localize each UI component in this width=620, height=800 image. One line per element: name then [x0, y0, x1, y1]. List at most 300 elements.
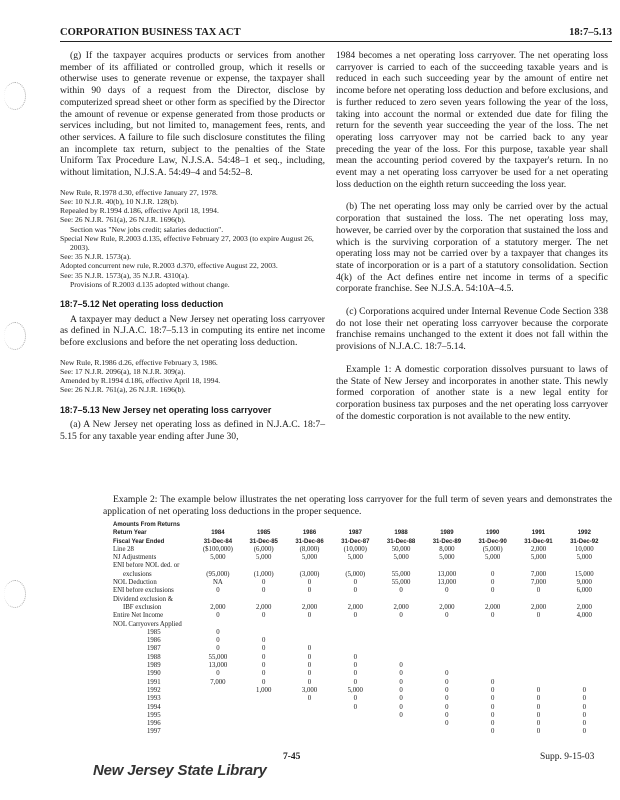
- table-cell: [241, 621, 287, 629]
- history-note-5-11: [60, 188, 325, 289]
- header-title: CORPORATION BUSINESS TAX ACT: [60, 27, 241, 38]
- row-label: IBF exclusion: [123, 603, 162, 611]
- table-cell: 0: [353, 579, 357, 587]
- table-cell: [424, 662, 470, 670]
- table-cell: 5,000: [256, 554, 272, 562]
- table-cell: 13,000: [208, 662, 228, 670]
- table-row: [113, 546, 608, 554]
- table-cell: [287, 712, 333, 720]
- table-cell: [561, 662, 607, 670]
- table-cell: 0: [490, 695, 495, 703]
- table-cell: [378, 637, 424, 645]
- table-cell: [287, 562, 333, 570]
- table-cell: 7,000: [530, 579, 547, 587]
- table-row: [113, 687, 608, 695]
- table-row: [113, 654, 608, 662]
- table-cell: 13,000: [437, 570, 457, 578]
- row-label: NOL Carryovers Applied: [113, 620, 182, 628]
- table-cell: (3,000): [299, 570, 320, 578]
- table-cell: 0: [307, 695, 312, 703]
- table-cell: 0: [490, 711, 495, 719]
- table-cell: [332, 637, 378, 645]
- table-cell: [424, 637, 470, 645]
- table-cell: [470, 562, 516, 570]
- table-cell: 5,000: [347, 686, 363, 694]
- table-cell: [287, 596, 333, 604]
- table-cell: [241, 704, 287, 712]
- table-cell: 0: [307, 587, 312, 595]
- table-cell: 1985: [257, 530, 271, 537]
- table-cell: 2,000: [439, 603, 455, 611]
- table-cell: 5,000: [439, 554, 455, 562]
- table-cell: 5,000: [301, 554, 318, 562]
- table-row: [113, 662, 608, 670]
- supplement-date: Supp. 9-15-03: [540, 752, 595, 762]
- table-cell: [516, 637, 562, 645]
- table-cell: 31-Dec-84: [203, 538, 233, 545]
- right-column: [336, 50, 608, 422]
- row-label: 1994: [147, 703, 161, 711]
- table-cell: 0: [216, 637, 220, 645]
- table-cell: 7,000: [210, 678, 226, 686]
- table-cell: [195, 695, 241, 703]
- table-cell: 0: [307, 645, 312, 653]
- table-cell: [287, 704, 333, 712]
- row-label: 1988: [147, 653, 161, 661]
- table-cell: 1990: [486, 530, 500, 537]
- table-row: [113, 704, 608, 712]
- table-cell: [378, 562, 424, 570]
- table-cell: 0: [536, 612, 541, 620]
- table-cell: 6,000: [576, 587, 592, 595]
- table-cell: 0: [536, 695, 541, 703]
- table-cell: [195, 687, 241, 695]
- table-cell: [287, 728, 333, 736]
- table-row: [113, 629, 608, 637]
- table-cell: 4,000: [576, 612, 592, 620]
- table-cell: 0: [261, 579, 266, 587]
- table-cell: 0: [490, 579, 495, 587]
- table-cell: [424, 654, 470, 662]
- table-cell: [195, 704, 241, 712]
- table-cell: [195, 728, 241, 736]
- table-cell: [332, 712, 378, 720]
- table-cell: 0: [445, 678, 449, 686]
- table-cell: [424, 629, 470, 637]
- table-cell: (5,000): [482, 545, 503, 553]
- table-cell: 2,000: [256, 603, 272, 611]
- table-cell: 0: [399, 587, 403, 595]
- table-cell: 5,000: [210, 554, 226, 562]
- row-label: 1992: [147, 686, 161, 694]
- binder-hole-mark: [4, 82, 26, 110]
- row-label: ENI before exclusions: [113, 587, 174, 595]
- table-cell: [378, 629, 424, 637]
- table-cell: [516, 654, 562, 662]
- table-cell: 31-Dec-91: [524, 538, 553, 545]
- table-cell: 1984: [211, 530, 225, 537]
- history-line: Section was "New jobs credit; salaries deduction".: [70, 224, 224, 234]
- table-cell: [241, 629, 287, 637]
- table-cell: 2,000: [393, 603, 409, 611]
- table-cell: 50,000: [391, 545, 411, 553]
- table-row: [113, 621, 608, 629]
- table-cell: 31-Dec-87: [341, 538, 370, 545]
- table-row: [113, 587, 608, 595]
- table-cell: 5,000: [393, 554, 409, 562]
- table-cell: 0: [216, 628, 220, 636]
- table-cell: [516, 662, 562, 670]
- table-cell: 15,000: [574, 570, 594, 578]
- table-cell: [378, 720, 424, 728]
- table-cell: NA: [212, 579, 223, 587]
- table-cell: 0: [536, 720, 541, 728]
- history-line: See: 26 N.J.R. 761(a), 26 N.J.R. 1696(b).: [60, 215, 186, 225]
- table-cell: [561, 621, 607, 629]
- table-cell: 2,000: [301, 603, 318, 611]
- table-cell: 0: [261, 612, 266, 620]
- table-row: [113, 670, 608, 678]
- nol-carryover-table: [113, 521, 608, 737]
- table-cell: 0: [353, 587, 357, 595]
- table-cell: 0: [353, 612, 357, 620]
- example-2: Example 2: The example below illustrates the net operating loss carryover for the full term of seven years and demonstrates the application of net operating loss deductions in the proper sequence.: [103, 494, 612, 517]
- table-cell: 0: [490, 728, 495, 736]
- table-cell: [332, 728, 378, 736]
- table-cell: 0: [445, 720, 449, 728]
- table-cell: 9,000: [576, 579, 592, 587]
- table-cell: [378, 596, 424, 604]
- row-label: Entire Net Income: [113, 612, 164, 620]
- table-cell: [241, 562, 287, 570]
- table-cell: 1986: [302, 530, 317, 537]
- table-cell: 31-Dec-92: [570, 538, 599, 545]
- table-cell: 0: [536, 728, 541, 736]
- table-row: [113, 612, 608, 620]
- table-cell: [470, 654, 516, 662]
- table-cell: 0: [353, 678, 357, 686]
- paragraph-c: (c) Corporations acquired under Internal Revenue Code Section 338 do not lose their net operating loss carryover because the corporate franchise remains unchanged to the extent it does not fall within the provisions of N.J.A.C. 18:7–5.14.: [336, 306, 608, 353]
- table-cell: [287, 629, 333, 637]
- table-cell: 0: [445, 587, 449, 595]
- table-cell: [470, 662, 516, 670]
- row-label: 1996: [147, 720, 161, 728]
- table-cell: 0: [490, 587, 495, 595]
- history-line: New Rule, R.1978 d.30, effective January 27, 1978.: [60, 187, 218, 197]
- table-cell: 0: [216, 587, 220, 595]
- row-label: 1997: [147, 728, 161, 736]
- history-line: Adopted concurrent new rule, R.2003 d.370, effective August 22, 2003.: [60, 261, 278, 271]
- table-cell: [470, 621, 516, 629]
- table-row: [113, 579, 608, 587]
- table-cell: [470, 645, 516, 653]
- row-label: 1985: [147, 628, 161, 636]
- header-rule: [60, 41, 612, 42]
- table-header-row: [113, 529, 608, 537]
- table-cell: 0: [261, 662, 266, 670]
- table-cell: [424, 621, 470, 629]
- history-line: Special New Rule, R.2003 d.135, effective February 27, 2003 (to expire August 26, 2003).: [60, 233, 314, 252]
- table-cell: 5,000: [530, 554, 547, 562]
- table-cell: 3,000: [301, 686, 318, 694]
- row-label: NJ Adjustments: [113, 554, 157, 562]
- history-line: See: 26 N.J.R. 761(a), 26 N.J.R. 1696(b).: [60, 385, 186, 395]
- row-label: exclusions: [123, 570, 152, 578]
- history-line: Repealed by R.1994 d.186, effective April 18, 1994.: [60, 206, 219, 216]
- table-cell: 55,000: [208, 653, 228, 661]
- table-cell: 31-Dec-89: [432, 538, 462, 545]
- table-cell: [516, 596, 562, 604]
- table-cell: [516, 679, 562, 687]
- table-cell: 0: [399, 612, 403, 620]
- table-cell: [241, 728, 287, 736]
- table-cell: 0: [536, 703, 541, 711]
- table-cell: 0: [582, 686, 586, 694]
- table-cell: [241, 596, 287, 604]
- table-cell: [561, 562, 607, 570]
- table-cell: [516, 645, 562, 653]
- table-cell: [378, 645, 424, 653]
- table-cell: [332, 720, 378, 728]
- table-cell: 0: [261, 637, 266, 645]
- table-cell: [378, 654, 424, 662]
- table-cell: 5,000: [576, 554, 592, 562]
- table-cell: [516, 621, 562, 629]
- table-cell: [332, 562, 378, 570]
- table-cell: 0: [445, 711, 449, 719]
- table-cell: 2,000: [485, 603, 501, 611]
- table-cell: 0: [445, 703, 449, 711]
- row-label: Fiscal Year Ended: [113, 538, 165, 545]
- table-cell: [561, 654, 607, 662]
- table-cell: 0: [490, 703, 495, 711]
- table-cell: 55,000: [391, 570, 411, 578]
- table-cell: 2,000: [347, 603, 363, 611]
- table-cell: [241, 695, 287, 703]
- history-line: See: 35 N.J.R. 1573(a), 35 N.J.R. 4310(a).: [60, 270, 190, 280]
- page-number: 7-45: [283, 752, 301, 762]
- table-cell: 13,000: [437, 579, 457, 587]
- table-cell: 0: [307, 579, 312, 587]
- table-cell: 1988: [394, 530, 408, 537]
- table-cell: 2,000: [576, 603, 592, 611]
- left-column: [60, 50, 325, 443]
- table-header-row: [113, 538, 608, 546]
- table-cell: [424, 562, 470, 570]
- table-cell: [470, 670, 516, 678]
- table-cell: [241, 712, 287, 720]
- row-label: 1991: [147, 678, 161, 686]
- table-cell: 0: [445, 695, 449, 703]
- table-cell: 0: [307, 662, 312, 670]
- history-line: New Rule, R.1986 d.26, effective February 3, 1986.: [60, 357, 218, 367]
- row-label: 1995: [147, 711, 161, 719]
- history-line: Provisions of R.2003 d.135 adopted without change.: [70, 279, 230, 289]
- header-section: 18:7–5.13: [569, 27, 612, 38]
- table-cell: [561, 670, 607, 678]
- table-cell: 0: [307, 670, 312, 678]
- table-cell: 8,000: [439, 545, 455, 553]
- library-stamp: New Jersey State Library: [93, 762, 267, 779]
- table-cell: 5,000: [347, 554, 363, 562]
- table-row: [113, 679, 608, 687]
- table-cell: 2,000: [530, 545, 547, 553]
- table-cell: 0: [216, 612, 220, 620]
- table-cell: 0: [536, 686, 541, 694]
- table-cell: (10,000): [343, 545, 367, 553]
- table-cell: [561, 679, 607, 687]
- table-cell: 1992: [577, 530, 591, 537]
- table-cell: 0: [399, 695, 403, 703]
- table-cell: [195, 596, 241, 604]
- row-label: Dividend exclusion &: [113, 595, 174, 603]
- table-row: [113, 554, 608, 562]
- table-cell: [287, 720, 333, 728]
- table-cell: [378, 621, 424, 629]
- table-cell: 31-Dec-90: [478, 538, 507, 545]
- table-cell: [470, 596, 516, 604]
- paragraph-5-12: A taxpayer may deduct a New Jersey net operating loss carryover as defined in N.J.A.C. 18:7–5.13 in computing its entire net income before exclusions and before the net operating loss deduction.: [60, 313, 325, 349]
- history-note-5-12: [60, 358, 325, 395]
- table-cell: 0: [490, 612, 495, 620]
- table-cell: 0: [261, 653, 266, 661]
- table-cell: 0: [353, 653, 357, 661]
- table-cell: 0: [399, 662, 403, 670]
- table-cell: (95,000): [206, 570, 230, 578]
- table-cell: 0: [353, 695, 357, 703]
- table-row: [113, 712, 608, 720]
- table-cell: 0: [261, 678, 266, 686]
- table-cell: 7,000: [530, 570, 547, 578]
- table-row: [113, 695, 608, 703]
- table-cell: [287, 637, 333, 645]
- table-cell: [516, 670, 562, 678]
- table-cell: 0: [445, 670, 449, 678]
- table-cell: 0: [582, 711, 586, 719]
- table-cell: (8,000): [299, 545, 320, 553]
- table-cell: [332, 596, 378, 604]
- table-cell: [241, 720, 287, 728]
- table-row: [113, 604, 608, 612]
- table-cell: 0: [307, 678, 312, 686]
- table-row: [113, 571, 608, 579]
- table-title-text: Amounts From Returns: [113, 522, 181, 528]
- table-cell: ($100,000): [202, 545, 233, 553]
- table-cell: (6,000): [253, 545, 274, 553]
- table-cell: 0: [490, 570, 495, 578]
- table-cell: 0: [307, 612, 312, 620]
- table-cell: 10,000: [574, 545, 594, 553]
- table-cell: [424, 728, 470, 736]
- table-cell: 0: [216, 670, 220, 678]
- table-cell: 31-Dec-88: [386, 538, 416, 545]
- paragraph-g: (g) If the taxpayer acquires products or services from another member of its affiliated or controlled group, which it resells or otherwise uses to generate revenue or expense, the taxpayer shall within 90 days of a request from the Director, disclose by computerized spread sheet or other form as specified by the Director the amount of revenue or expense generated from those products or services including, but not limited to, management fees, rents, and other services. A failure to file such disclosure constitutes the filing an incomplete tax return, subject to the penalties of the State Uniform Tax Procedure Law, N.J.S.A. 54:48–1 et seq., including, without limitation, N.J.S.A. 54:49–4 and 54:52–8.: [60, 50, 325, 179]
- table-cell: 0: [445, 686, 449, 694]
- table-cell: [424, 596, 470, 604]
- row-label: 1993: [147, 695, 161, 703]
- table-cell: 0: [399, 670, 403, 678]
- table-cell: 0: [399, 678, 403, 686]
- table-cell: 1991: [531, 530, 546, 537]
- table-row: [113, 637, 608, 645]
- table-cell: 0: [261, 670, 266, 678]
- row-label: 1989: [147, 662, 161, 670]
- section-heading-5-13: 18:7–5.13 New Jersey net operating loss carryover: [60, 404, 272, 415]
- table-cell: 0: [582, 703, 586, 711]
- table-cell: 0: [353, 662, 357, 670]
- table-cell: 2,000: [530, 603, 547, 611]
- table-cell: [424, 645, 470, 653]
- example-1: Example 1: A domestic corporation dissolves pursuant to laws of the State of New Jersey and incorporates in another state. This newly formed corporation of another state is a new legal entity for corporation business tax purposes and the net operating loss carryover of the domestic corporation is not available to the new entity.: [336, 363, 608, 422]
- row-label: Return Year: [113, 530, 147, 537]
- table-cell: 31-Dec-85: [249, 538, 278, 545]
- table-cell: 0: [399, 703, 403, 711]
- table-row: [113, 562, 608, 570]
- paragraph-5-13-a: (a) A New Jersey net operating loss as defined in N.J.A.C. 18:7–5.15 for any taxable year ending after June 30,: [60, 419, 325, 442]
- table-cell: [470, 629, 516, 637]
- table-cell: [561, 637, 607, 645]
- table-cell: 0: [353, 703, 357, 711]
- paragraph-b: (b) The net operating loss may only be carried over by the actual corporation that sustained the loss. The net operating loss may, however, be carried over by the corporation that sustained the loss and which is the surviving corporation of a statutory merger. The net operating loss may not be carried over by a taxpayer that changes its state of incorporation or is a part of a statutory consolidation. Section 4(k) of the Act defines entire net income in terms of a specific corporate franchise. See N.J.S.A. 54:10A–4.5.: [336, 201, 608, 295]
- table-cell: 0: [490, 678, 495, 686]
- row-label: ENI before NOL ded. or: [113, 562, 180, 570]
- history-line: See: 17 N.J.R. 2096(a), 18 N.J.R. 309(a).: [60, 366, 186, 376]
- binder-hole-mark: [4, 580, 26, 608]
- table-cell: 1,000: [256, 686, 272, 694]
- table-cell: [195, 621, 241, 629]
- table-cell: 0: [261, 645, 266, 653]
- row-label: NOL Deduction: [113, 579, 157, 587]
- table-cell: [516, 629, 562, 637]
- table-cell: 0: [261, 587, 266, 595]
- binder-hole-mark: [4, 322, 26, 350]
- table-cell: 0: [490, 720, 495, 728]
- table-cell: [195, 562, 241, 570]
- table-cell: 0: [307, 653, 312, 661]
- table-cell: [195, 712, 241, 720]
- table-cell: [470, 637, 516, 645]
- table-cell: 0: [582, 720, 586, 728]
- history-line: See: 35 N.J.R. 1573(a).: [60, 252, 132, 262]
- table-row: [113, 645, 608, 653]
- table-cell: (5,000): [345, 570, 366, 578]
- table-title: [113, 521, 608, 529]
- table-cell: 0: [353, 670, 357, 678]
- history-line: Amended by R.1994 d.186, effective April 18, 1994.: [60, 376, 221, 386]
- table-cell: 0: [216, 645, 220, 653]
- table-row: [113, 720, 608, 728]
- table-cell: 1987: [348, 530, 362, 537]
- row-label: Line 28: [113, 545, 134, 553]
- table-cell: [516, 562, 562, 570]
- table-cell: 0: [536, 711, 541, 719]
- table-cell: [332, 621, 378, 629]
- table-cell: 0: [490, 686, 495, 694]
- table-cell: [561, 645, 607, 653]
- table-cell: [287, 621, 333, 629]
- table-cell: 0: [399, 686, 403, 694]
- table-cell: [561, 596, 607, 604]
- table-cell: 5,000: [485, 554, 501, 562]
- row-label: 1987: [147, 645, 161, 653]
- table-cell: 1989: [440, 530, 454, 537]
- table-cell: 2,000: [210, 603, 226, 611]
- table-cell: 0: [582, 728, 586, 736]
- table-cell: [332, 645, 378, 653]
- history-line: See: 10 N.J.R. 40(b), 10 N.J.R. 128(b).: [60, 196, 179, 206]
- table-cell: 0: [445, 612, 449, 620]
- table-cell: [561, 629, 607, 637]
